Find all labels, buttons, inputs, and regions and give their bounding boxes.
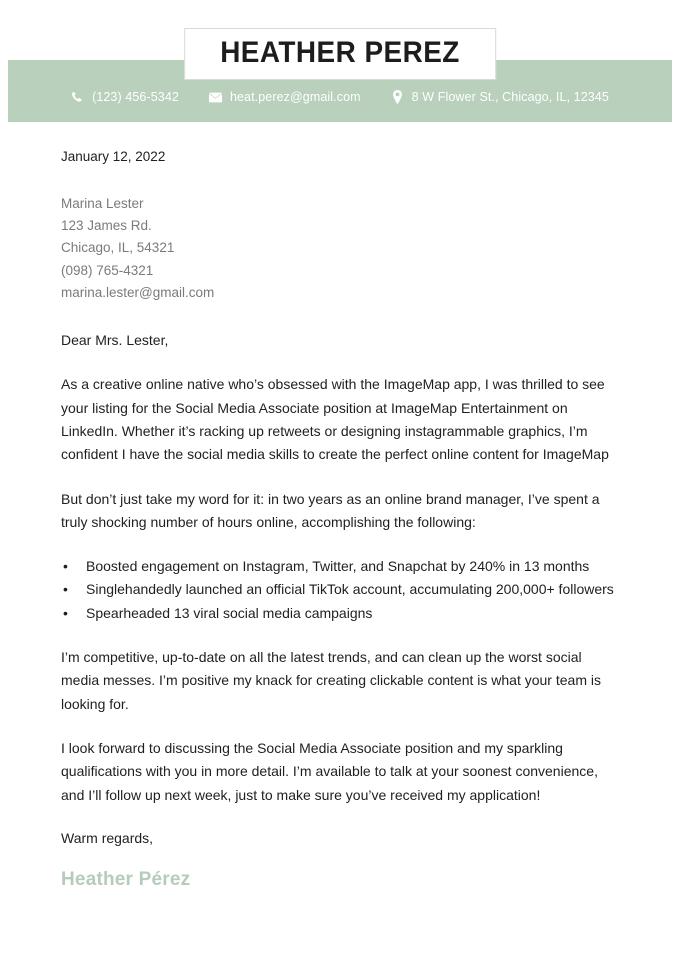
candidate-name: HEATHER PEREZ <box>220 36 460 69</box>
address-text: 8 W Flower St., Chicago, IL, 12345 <box>411 89 609 104</box>
recipient-street: 123 James Rd. <box>61 218 152 234</box>
letter-header <box>0 0 680 128</box>
phone-icon <box>71 91 84 104</box>
contact-bar <box>0 86 680 108</box>
map-pin-icon <box>391 91 404 104</box>
recipient-name: Marina Lester <box>61 195 144 211</box>
letter-date: January 12, 2022 <box>61 149 166 164</box>
bullet-dot-icon: • <box>63 604 68 621</box>
contact-address[interactable] <box>391 91 609 104</box>
recipient-phone: (098) 765-4321 <box>61 262 154 278</box>
contact-phone[interactable] <box>71 91 179 104</box>
salutation: Dear Mrs. Lester, <box>61 332 169 349</box>
recipient-city: Chicago, IL, 54321 <box>61 240 175 256</box>
body-paragraph-4: I look forward to discussing the Social Media Associate position and my sparkling qualifications with you in more detail. I’m available to talk at your soonest convenience, and I’ll follow up next week, just to make sure you’ve received my application! <box>61 739 598 803</box>
name-plate <box>184 28 496 80</box>
body-paragraph-2: But don’t just take my word for it: in two years as an online brand manager, I’ve spent a truly shocking number of hours online, accomplishing the following: <box>61 490 600 530</box>
phone-text: (123) 456-5342 <box>92 89 179 104</box>
body-paragraph-1: As a creative online native who’s obsessed with the ImageMap app, I was thrilled to see your listing for the Social Media Associate position at ImageMap Entertainment on LinkedIn. Whether it’s racking up retweets or designing instagrammable graphics, I’m confident I have the social media skills to create the perfect online content for ImageMap <box>61 376 609 463</box>
bullet-dot-icon: • <box>63 581 68 598</box>
letter-body <box>61 148 619 892</box>
signature: Heather Pérez <box>61 868 191 890</box>
list-item <box>61 578 619 601</box>
closing-salutation: Warm regards, <box>61 829 154 846</box>
recipient-block <box>61 193 619 304</box>
list-item <box>61 555 619 578</box>
list-item-text: Boosted engagement on Instagram, Twitter, and Snapchat by 240% in 13 months <box>86 558 590 575</box>
body-paragraph-3: I’m competitive, up-to-date on all the latest trends, and can clean up the worst social media messes. I’m positive my knack for creating clickable content is what your team is looking for. <box>61 649 601 712</box>
contact-email[interactable] <box>209 91 361 104</box>
achievements-list <box>61 555 619 625</box>
recipient-email: marina.lester@gmail.com <box>61 285 215 301</box>
list-item <box>61 602 619 625</box>
email-text: heat.perez@gmail.com <box>229 89 361 104</box>
bullet-dot-icon: • <box>63 558 68 575</box>
list-item-text: Singlehandedly launched an official TikTok account, accumulating 200,000+ followers <box>86 581 614 598</box>
list-item-text: Spearheaded 13 viral social media campaigns <box>86 604 373 621</box>
envelope-icon <box>209 91 222 104</box>
